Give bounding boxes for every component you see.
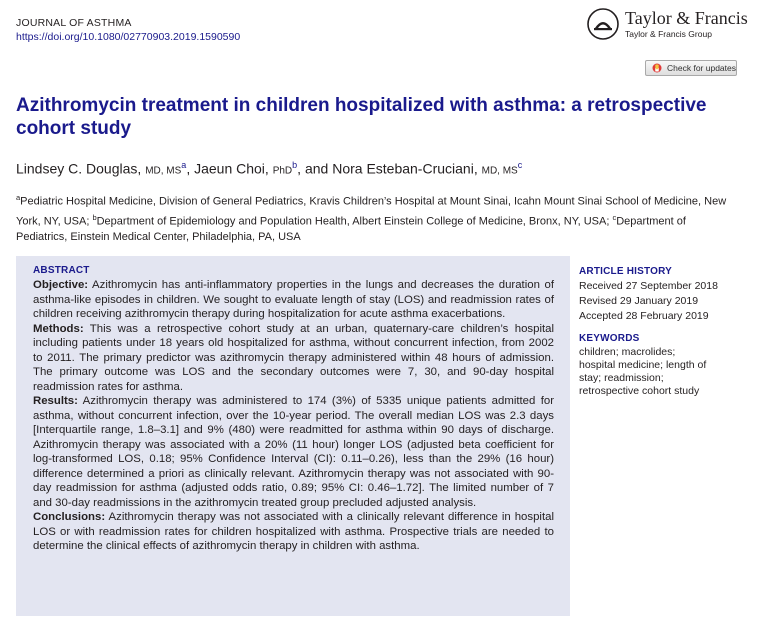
affiliation-marker[interactable]: c [517,160,523,170]
affiliation-marker: b [92,212,97,222]
check-for-updates-label: Check for updates [667,63,736,73]
section-label: Conclusions: [33,511,106,523]
author-name[interactable]: Nora Esteban-Cruciani, [332,160,478,177]
crossmark-icon [652,63,662,73]
publisher-group: Taylor & Francis Group [625,29,712,40]
keyword-line: stay; readmission; [579,372,664,384]
section-text: Azithromycin therapy was not associated with a clinically relevant difference in hospital LOS or with readmission rates for children hospitalized with asthma. Prospective trials are needed to determine the clinical effects of azithromycin therapy in children with asthma. [33,511,554,552]
keyword-line: retrospective cohort study [579,385,700,397]
abstract-results [33,394,554,510]
author-degree: MD, MS [481,165,518,177]
affiliation-text: Department of Epidemiology and Population Health, Albert Einstein College of Medicine, Bronx, NY, USA; [96,215,613,228]
abstract-heading: ABSTRACT [33,265,90,276]
article-history-heading: ARTICLE HISTORY [579,266,673,277]
history-accepted: Accepted 28 February 2019 [579,310,709,322]
abstract-conclusions [33,510,554,554]
affiliation-text: Pediatric Hospital Medicine, Division of General Pediatrics, Kravis Children’s Hospital at Mount Sinai, Icahn Mount Sinai School of Medicine, New York, NY, USA; [16,195,727,228]
doi-link[interactable]: https://doi.org/10.1080/02770903.2019.1590590 [16,31,241,43]
history-revised: Revised 29 January 2019 [579,295,699,307]
affiliation-marker: a [16,193,21,202]
affiliation-marker[interactable]: b [292,160,298,170]
article-history [579,266,739,324]
keywords-heading: KEYWORDS [579,333,640,344]
affiliation-text: Department of Pediatrics, Einstein Medical Center, Philadelphia, PA, USA [16,215,686,244]
author-list [16,160,522,177]
abstract-methods [33,322,554,395]
article-title: Azithromycin treatment in children hospitalized with asthma: a retrospective cohort study [16,95,707,139]
keyword-line: hospital medicine; length of [579,359,707,371]
keywords [579,333,739,398]
author-name[interactable]: Lindsey C. Douglas, [16,160,142,177]
keyword-line: children; macrolides; [579,346,676,358]
affiliations [16,190,732,245]
journal-name: JOURNAL OF ASTHMA [16,17,132,29]
affiliation-marker[interactable]: a [181,160,187,170]
section-text: Azithromycin therapy was administered to 174 (3%) of 5335 unique patients admitted for asthma, without concurrent infection, over the 10-year period. The overall median LOS was 2.3 days [Interquartile range, 1.8–3.1] and 9% (480) were readmitted for asthma within 90 days of discharge. Azithromycin therapy was associated with a 20% (11 hour) longer LOS (adjusted beta coefficient for log-transformed LOS, 0.18; 95% Confidence Interval (CI): 0.11–0.26), less than the 29% (16 hour) difference determined a priori as clinically relevant. Azithromycin therapy was not associated with 90-day readmission for asthma (adjusted odds ratio, 0.89; 95% CI: 0.46–1.72]. The limited number of 7 and 30-day readmissions in the azithromycin treated group precluded adjusted analysis. [33,395,554,509]
history-received: Received 27 September 2018 [579,280,718,292]
affiliation-marker: c [612,212,617,222]
section-label: Methods: [33,322,84,335]
taylor-francis-logo-icon [587,8,619,40]
author-name[interactable]: Jaeun Choi, [194,160,269,177]
abstract-box [16,256,570,616]
section-label: Objective: [33,279,89,291]
publisher-name: Taylor & Francis [625,8,748,29]
author-degree: PhD [272,165,293,177]
section-text: Azithromycin has anti-inflammatory properties in the lungs and decreases the duration of asthma-like episodes in children. We sought to evaluate length of stay (LOS) and readmission rates of children receiving azithromycin therapy during hospitalization for acute asthma exacerbations. [33,279,554,320]
author-degree: MD, MS [145,165,182,177]
author-separator: , [186,160,195,177]
publisher-logo [587,8,748,40]
section-text: This was a retrospective cohort study at an urban, quaternary-care children’s hospital including patients under 18 years old hospitalized for asthma, without concurrent infection, from 2002 to 2011. The primary predictor was azithromycin therapy administered within 48 hours of admission. The primary outcome was LOS and the secondary outcomes were 7, 30, and 90-day hospital readmission rates for asthma. [33,322,554,393]
abstract-objective [33,278,554,322]
author-separator: , and [297,160,333,177]
check-for-updates-button[interactable] [645,60,737,76]
section-label: Results: [33,395,78,407]
